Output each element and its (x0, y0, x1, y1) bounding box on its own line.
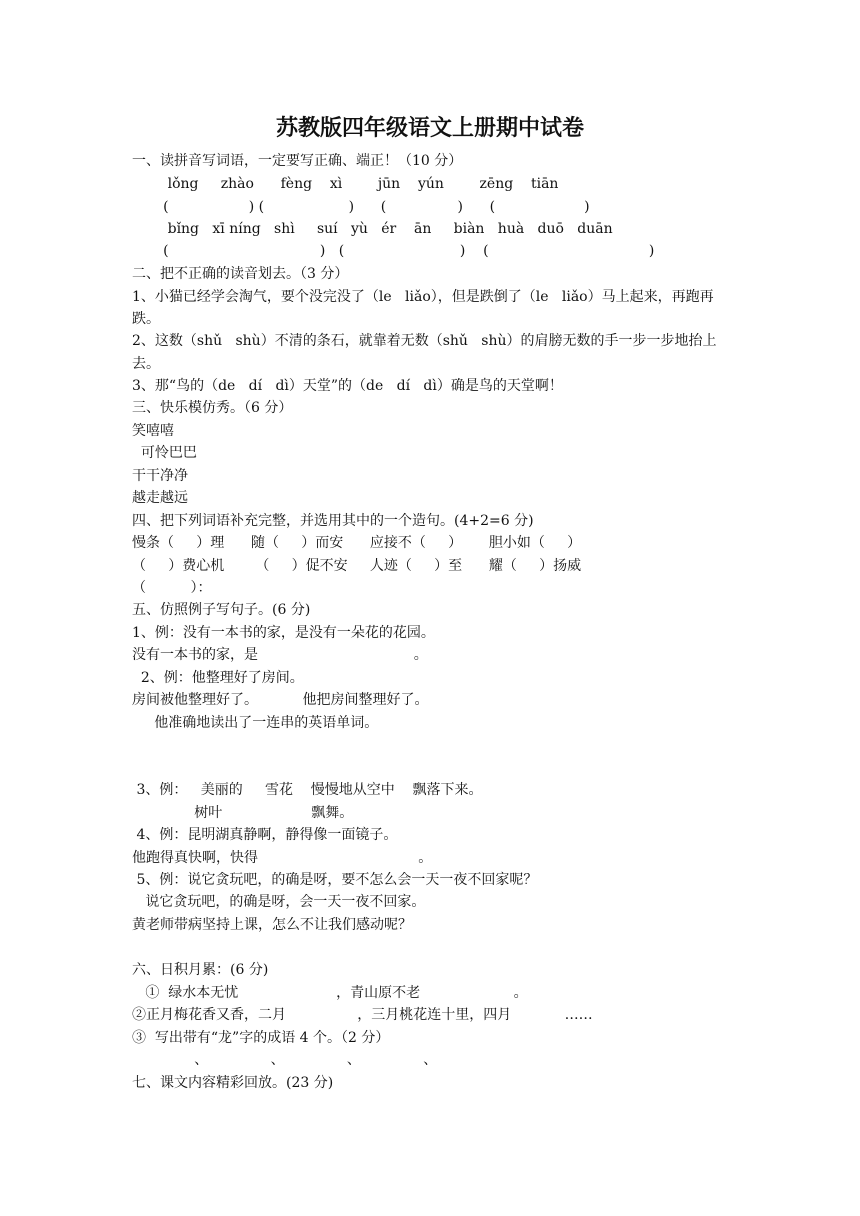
pinyin-row-2: bǐng xī níng shì suí yù ér ān biàn huà duō duān (132, 221, 613, 237)
q2-item-1: 1、小猫已经学会淘气，要个没完没了（le liǎo），但是跌倒了（le liǎo）马上起来，再跑再 (132, 289, 714, 305)
q2-item-3: 3、那“鸟的（de dí dì）天堂”的（de dí dì）确是鸟的天堂啊！ (132, 378, 563, 394)
section-7-heading: 七、课文内容精彩回放。(23 分) (132, 1075, 334, 1091)
answer-blanks-row-2: ( ) ( ) ( ) (132, 243, 655, 259)
q3-word-3: 干干净净 (132, 468, 188, 484)
section-4-heading: 四、把下列词语补充完整，并选用其中的一个造句。(4+2=6 分) (132, 513, 534, 529)
section-2-heading: 二、把不正确的读音划去。（3 分） (132, 266, 349, 282)
section-1-heading: 一、读拼音写词语，一定要写正确、端正！（10 分） (132, 153, 463, 169)
q3-word-1: 笑嘻嘻 (132, 423, 174, 439)
section-3-heading: 三、快乐模仿秀。（6 分） (132, 400, 293, 416)
pinyin-row-1: lǒng zhào fèng xì jūn yún zēng tiān (132, 176, 559, 192)
q5-task-5: 黄老师带病坚持上课，怎么不让我们感动呢？ (132, 917, 412, 933)
q5-task-4: 他跑得真快啊，快得 。 (132, 850, 433, 866)
q5-example-3: 3、例： 美丽的 雪花 慢慢地从空中 飘落下来。 (132, 782, 483, 798)
q2-item-2: 2、这数（shǔ shù）不清的条石，就靠着无数（shǔ shù）的肩膀无数的手一步一步地抬上 (132, 333, 717, 349)
q3-word-4: 越走越远 (132, 490, 188, 506)
section-6-heading: 六、日积月累：(6 分) (132, 962, 269, 978)
q6-item-2: ②正月梅花香又香，二月 ，三月桃花连十里，四月 …… (132, 1007, 593, 1023)
q5-example-1: 1、例：没有一本书的家，是没有一朵花的花园。 (132, 625, 435, 641)
q3-word-2: 可怜巴巴 (132, 445, 197, 461)
q5-example-4: 4、例：昆明湖真静啊，静得像一面镜子。 (132, 827, 398, 843)
q5-task-1: 没有一本书的家，是 。 (132, 647, 428, 663)
page-title: 苏教版四年级语文上册期中试卷 (275, 115, 584, 141)
q6-item-3-blanks: 、 、 、 、 (132, 1052, 438, 1068)
q4-row-2: （ ）费心机 （ ）促不安 人迹（ ）至 耀（ ）扬威 (132, 558, 582, 574)
q5-example-2: 2、例：他整理好了房间。 (132, 670, 304, 686)
q5-task-3: 树叶 飘舞。 (132, 805, 354, 821)
q4-sentence-blank: （ ）： (132, 580, 212, 596)
q6-item-1: ① 绿水本无忧 ，青山原不老 。 (132, 985, 528, 1001)
q6-item-3: ③ 写出带有“龙”字的成语 4 个。（2 分） (132, 1030, 390, 1046)
section-5-heading: 五、仿照例子写句子。(6 分) (132, 602, 311, 618)
q5-example-2-answers: 房间被他整理好了。 他把房间整理好了。 (132, 692, 429, 708)
q2-item-1-cont: 跌。 (132, 311, 160, 327)
q5-example-5: 5、例：说它贪玩吧，的确是呀，要不怎么会一天一夜不回家呢？ (132, 872, 538, 888)
q5-task-2: 他准确地读出了一连串的英语单词。 (132, 715, 379, 731)
q4-row-1: 慢条（ ）理 随（ ）而安 应接不（ ） 胆小如（ ） (132, 535, 582, 551)
q2-item-2-cont: 去。 (132, 356, 160, 372)
answer-blanks-row-1: ( ) ( ) ( ) ( ) (132, 199, 590, 215)
q5-example-5-answer: 说它贪玩吧，的确是呀，会一天一夜不回家。 (132, 894, 426, 910)
